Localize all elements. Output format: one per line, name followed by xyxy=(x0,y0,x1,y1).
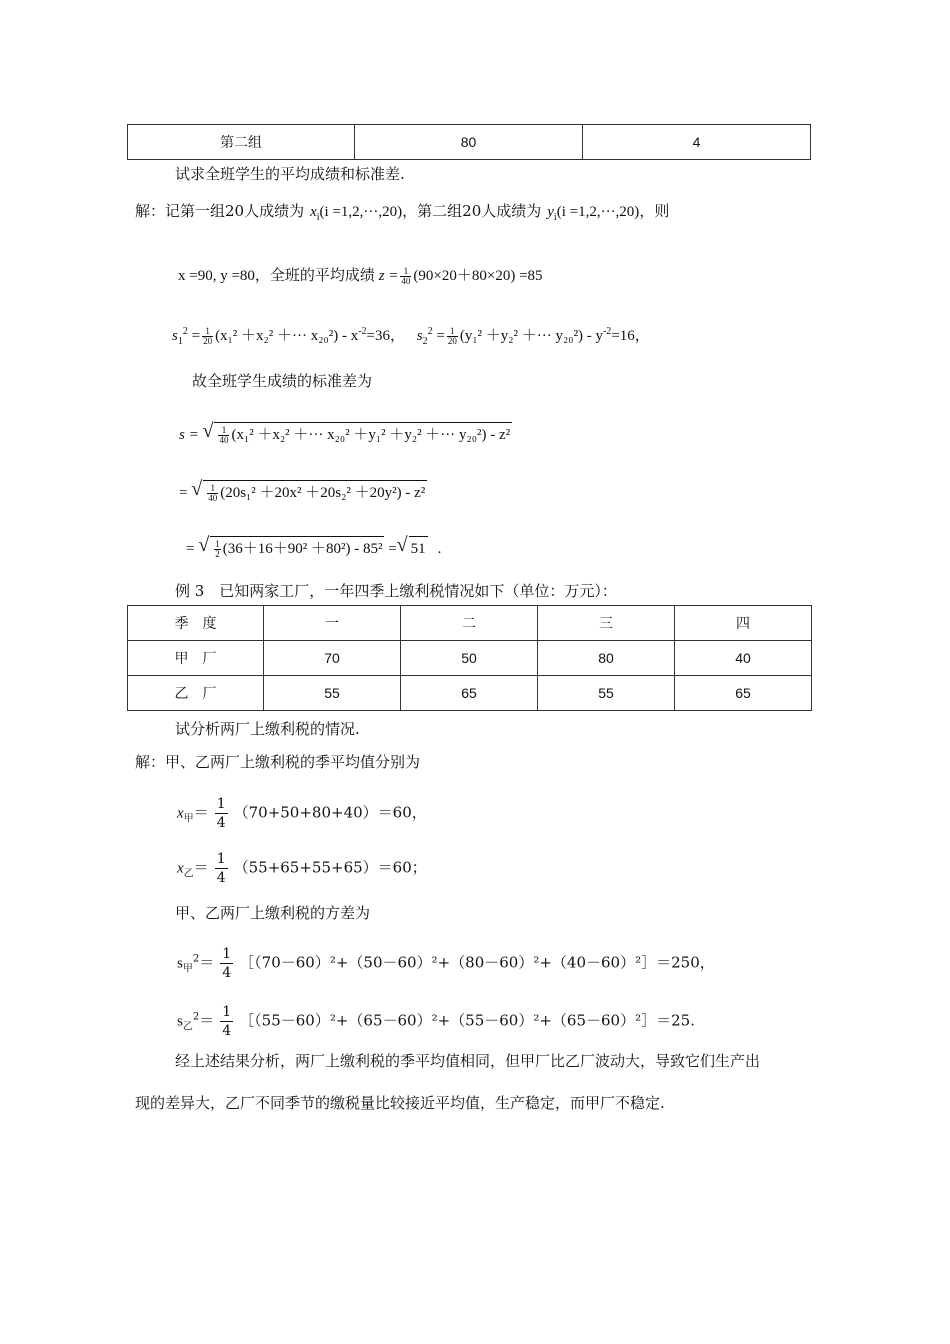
header-cell: 二 xyxy=(401,606,538,641)
solution-prefix: 解：记第一组20人成绩为 xyxy=(135,202,305,220)
fraction-quarter: $\frac{1}{4}$ xyxy=(222,1004,232,1039)
means-line xyxy=(178,265,543,286)
variance-jia-line: $s_甲^2=$ $\frac{1}{4}$ ［（70－60）²+（50－60）²+（80－60）²+（40－60）²］＝250， xyxy=(177,946,715,981)
table-cell: 65 xyxy=(675,676,812,711)
sqrt-sign: √ $\frac{1}{40}$ (20s₁² ＋20x² ＋20s₂² ＋20y²) - z² xyxy=(191,478,426,504)
table-cell: 55 xyxy=(538,676,675,711)
header-cell: 一 xyxy=(264,606,401,641)
sd-line-3-body: (36＋16＋90² ＋80²) - 85² xyxy=(222,541,383,557)
variance-1-result: =36， xyxy=(366,328,406,344)
table-cell: 50 xyxy=(401,641,538,676)
variance-yi-body: ［（55－60）²+（65－60）²+（55－60）²+（65－60）²］＝25. xyxy=(239,1011,695,1030)
question-prompt: 试求全班学生的平均成绩和标准差. xyxy=(175,165,405,183)
sqrt-sign: √ $\frac{1}{40}$ (x₁² ＋x₂² ＋··· x₂₀² ＋y₁² ＋y₂² ＋··· y₂₀²) - z² xyxy=(202,420,511,446)
fraction-quarter: $\frac{1}{4}$ xyxy=(216,851,226,886)
conclusion-line-2: 现的差异大，乙厂不同季节的缴税量比较接近平均值，生产稳定，而甲厂不稳定. xyxy=(135,1094,665,1112)
mean-yi-body: （55+65+55+65）＝60； xyxy=(233,858,427,877)
variance-1-sum: (x₁² ＋x₂² ＋··· x₂₀²) - x xyxy=(215,328,359,344)
s1-symbol: s xyxy=(172,328,178,344)
z-mean-rhs: (90×20＋80×20) =85 xyxy=(413,268,543,284)
fraction-1-40: $\frac{1}{40}$ xyxy=(401,266,411,287)
mean-jia-body: （70+50+80+40）＝60， xyxy=(233,803,427,822)
fraction-quarter: $\frac{1}{4}$ xyxy=(216,796,226,831)
solution-tail: ，则 xyxy=(639,202,670,220)
example-3-solution-intro: 解：甲、乙两厂上缴利税的季平均值分别为 xyxy=(135,753,421,771)
solution-intro xyxy=(135,201,669,228)
fraction-quarter: $\frac{1}{4}$ xyxy=(222,946,232,981)
table-header-row xyxy=(128,606,812,641)
mean-jia-line: $x_甲=$ $\frac{1}{4}$ （70+50+80+40）＝60， xyxy=(177,796,427,831)
index-range: (i =1,2,···,20) xyxy=(319,204,403,220)
conclusion-line-1: 经上述结果分析，两厂上缴利税的季平均值相同，但甲厂比乙厂波动大，导致它们生产出 xyxy=(175,1052,761,1070)
index-range-2: (i =1,2,···,20) xyxy=(556,204,640,220)
header-cell: 季 度 xyxy=(128,606,264,641)
s2-symbol: s xyxy=(416,328,423,344)
sd-line-2-body: (20s₁² ＋20x² ＋20s₂² ＋20y²) - z² xyxy=(220,485,426,501)
sd-intro: 故全班学生成绩的标准差为 xyxy=(192,372,373,390)
sqrt-sign: √ 51 xyxy=(396,534,426,557)
variance-2-sum: (y₁² ＋y₂² ＋··· y₂₀²) - y xyxy=(459,328,603,344)
means-tail: ，全班的平均成绩 xyxy=(254,266,375,284)
group-table xyxy=(127,124,811,160)
x-symbol: x xyxy=(310,204,317,220)
table-cell: 乙 厂 xyxy=(128,676,264,711)
x-subscript: i xyxy=(316,212,320,223)
variance-jia-body: ［（70－60）²+（50－60）²+（80－60）²+（40－60）²］＝250， xyxy=(239,953,715,972)
table-cell: 55 xyxy=(264,676,401,711)
y-subscript: i xyxy=(553,212,557,223)
sd-line-1: s = √ $\frac{1}{40}$ (x₁² ＋x₂² ＋··· x₂₀² ＋y₁² ＋y₂² ＋··· y₂₀²) - z² xyxy=(179,420,511,446)
y-symbol: y xyxy=(547,204,554,220)
table-cell: 第二组 xyxy=(128,125,355,160)
table-cell: 80 xyxy=(355,125,583,160)
header-cell: 三 xyxy=(538,606,675,641)
sqrt-sign: √ $\frac{1}{2}$ (36＋16＋90² ＋80²) - 85² xyxy=(198,534,383,560)
group-means: x =90, y =80 xyxy=(178,268,255,284)
factory-tax-table xyxy=(127,605,812,711)
mean-yi-line: $x_乙=$ $\frac{1}{4}$ （55+65+55+65）＝60； xyxy=(177,851,427,886)
sd-line-2: = √ $\frac{1}{40}$ (20s₁² ＋20x² ＋20s₂² ＋20y²) - z² xyxy=(179,478,426,504)
table-row xyxy=(128,125,811,160)
table-cell: 70 xyxy=(264,641,401,676)
sd-line-1-body: (x₁² ＋x₂² ＋··· x₂₀² ＋y₁² ＋y₂² ＋··· y₂₀²) - z² xyxy=(231,427,511,443)
table-row xyxy=(128,641,812,676)
table-row xyxy=(128,676,812,711)
solution-mid: ，第二组20人成绩为 xyxy=(402,202,542,220)
sd-line-3: = √ $\frac{1}{2}$ (36＋16＋90² ＋80²) - 85² = √ 51 . xyxy=(186,534,442,560)
example-3-prompt: 试分析两厂上缴利税的情况. xyxy=(175,720,360,738)
table-cell: 40 xyxy=(675,641,812,676)
variance-yi-line: $s_乙^2=$ $\frac{1}{4}$ ［（55－60）²+（65－60）²+（55－60）²+（65－60）²］＝25. xyxy=(177,1004,695,1039)
variance-line: $s_1^2$ = $\frac{1}{20}$ (x₁² ＋x₂² ＋··· $x_{20}^2) - x^{-2}=36$， $s_2^2$ = $\frac{1}{20}$ (y₁² ＋y₂² ＋··· $y_{20}^2) - y^{-2}=16$， xyxy=(172,326,650,347)
table-cell: 甲 厂 xyxy=(128,641,264,676)
table-cell: 4 xyxy=(583,125,811,160)
variance-intro: 甲、乙两厂上缴利税的方差为 xyxy=(175,904,371,922)
variance-2-result: =16， xyxy=(611,328,650,344)
table-cell: 65 xyxy=(401,676,538,711)
header-cell: 四 xyxy=(675,606,812,641)
table-cell: 80 xyxy=(538,641,675,676)
z-mean-lhs: z = xyxy=(378,268,399,284)
example-3-title: 例 3 已知两家工厂，一年四季上缴利税情况如下（单位：万元）： xyxy=(175,582,617,600)
sd-result: 51 xyxy=(409,536,428,559)
